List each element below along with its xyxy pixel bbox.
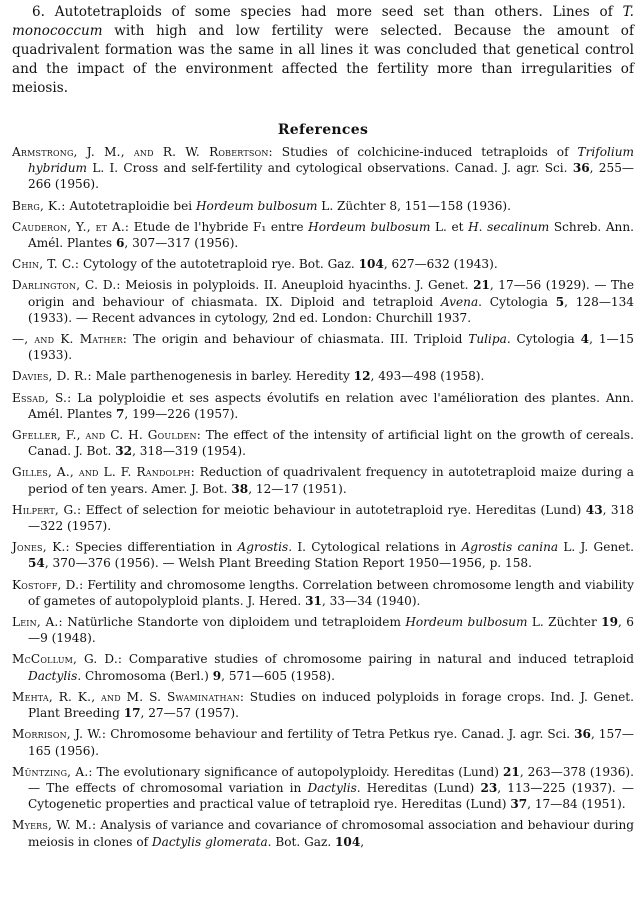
text-segment: L. Züchter 8, 151—158 (1936). [317, 198, 511, 213]
italic-text: Agrostis canina [461, 540, 559, 555]
volume-number: 38 [231, 481, 249, 496]
intro-paragraph [12, 3, 634, 98]
text-segment: L. et [430, 219, 469, 234]
reference-entry [12, 817, 634, 849]
text-segment: , 627—632 (1943). [383, 257, 498, 272]
reference-entry [12, 651, 634, 683]
volume-number: 104 [335, 834, 361, 849]
reference-entry [12, 726, 634, 758]
reference-author: Myers, W. M.: [12, 818, 97, 833]
volume-number: 12 [353, 369, 371, 384]
italic-text: H. secalinum [468, 219, 550, 234]
reference-entry [12, 256, 634, 272]
reference-entry [12, 277, 634, 326]
volume-number: 7 [116, 406, 125, 421]
text-segment: . Bot. Gaz. [267, 834, 336, 849]
text-segment: Studies of colchicine-induced tetraploids of [272, 145, 578, 159]
italic-text: Trifolium hybridum [28, 145, 635, 176]
text-segment: Comparative studies of chromosome pairing in natural and induced tetraploid [122, 652, 634, 667]
text-segment: . Cytologia [506, 332, 581, 347]
text-segment: La polyploidie et ses aspects évolutifs en relation avec l'amélioration des plantes. Ann. Amél. Plantes [28, 390, 635, 421]
text-segment: Autotetraploidie bei [65, 198, 196, 213]
reference-author: Morrison, J. W.: [12, 727, 107, 742]
text-segment: . Hereditas (Lund) [356, 780, 481, 795]
volume-number: 104 [358, 257, 384, 272]
volume-number: 17 [123, 706, 141, 721]
reference-author: Berg, K.: [12, 198, 66, 213]
text-segment: L. I. Cross and self-fertility and cytological observations. Canad. J. agr. Sci. [87, 161, 573, 176]
text-segment: , 128—134 (1933). — Recent advances in cytology, 2nd ed. London: Churchill 1937. [28, 294, 635, 325]
volume-number: 54 [28, 556, 45, 571]
text-segment: , 571—605 (1958). [221, 668, 335, 683]
italic-text: Avena [440, 294, 479, 309]
volume-number: 32 [115, 444, 133, 459]
text-segment: , 12—17 (1951). [248, 481, 347, 496]
text-segment: Etude de l'hybride F₁ entre [129, 219, 309, 234]
reference-entry [12, 464, 634, 496]
text-segment: , 17—56 (1929). — The origin and behaviour of chiasmata. IX. Diploid and tetraploid [28, 278, 634, 309]
volume-number: 6 [116, 236, 125, 251]
text-segment: Chromosome behaviour and fertility of Tetra Petkus rye. Canad. J. agr. Sci. [106, 727, 575, 742]
text-segment: , [360, 834, 365, 849]
intro-number: 6. [32, 4, 45, 20]
reference-entry [12, 689, 634, 721]
reference-author: McCollum, G. D.: [12, 652, 123, 667]
reference-author: Davies, D. R.: [12, 369, 92, 384]
reference-author: Essad, S.: [12, 390, 72, 405]
volume-number: 21 [502, 764, 520, 779]
text-segment: Effect of selection for meiotic behaviour in autotetraploid rye. Hereditas (Lund) [81, 502, 586, 517]
text-segment: Reduction of quadrivalent frequency in autotetraploid maize during a period of ten years. Amer. J. Bot. [28, 465, 634, 496]
page [0, 3, 640, 903]
text-segment: Schreb. Ann. Amél. Plantes [28, 219, 634, 251]
text-segment: Male parthenogenesis in barley. Heredity [91, 369, 354, 384]
text-segment: , 6—9 (1948). [28, 615, 634, 646]
text-segment: with high and low fertility were selected. Because the amount of quadrivalent formation was the same in all lines it was concluded that genetical control and the impact of the environment affected the fertility more than irregularities of meiosis. [12, 23, 634, 96]
reference-entry [12, 331, 634, 363]
reference-author: Jones, K.: [12, 540, 70, 555]
text-segment: , 493—498 (1958). [370, 369, 485, 384]
text-segment: . Cytologia [478, 294, 556, 309]
reference-author: Armstrong, J. M., and R. W. Robertson: [12, 145, 273, 159]
text-segment: Studies on induced polyploids in forage crops. Ind. J. Genet. Plant Breeding [28, 689, 634, 721]
volume-number: 31 [305, 593, 322, 608]
reference-author: Kostoff, D.: [12, 577, 84, 592]
text-segment: , 33—34 (1940). [321, 593, 421, 608]
italic-text: Dactylis glomerata [151, 834, 268, 849]
volume-number: 37 [510, 797, 528, 812]
reference-author: Gfeller, F., and C. H. Goulden: [12, 428, 202, 443]
reference-entry [12, 614, 634, 646]
reference-entry [12, 577, 634, 609]
reference-author: Gilles, A., and L. F. Randolph: [12, 465, 195, 480]
text-segment: Cytology of the autotetraploid rye. Bot. Gaz. [79, 257, 359, 272]
text-segment: , 370—376 (1956). — Welsh Plant Breeding Station Report 1950—1956, p. 158. [44, 556, 532, 571]
reference-author: Chin, T. C.: [12, 257, 80, 272]
text-segment: Meiosis in polyploids. II. Aneuploid hyacinths. J. Genet. [120, 278, 474, 293]
italic-text: Hordeum bulbosum [405, 615, 528, 630]
text-segment: The origin and behaviour of chiasmata. III. Triploid [127, 332, 469, 347]
volume-number: 23 [480, 780, 498, 795]
reference-entry [12, 198, 634, 214]
reference-entry [12, 764, 634, 813]
intro-text [12, 4, 634, 96]
text-segment: , 113—225 (1937). — Cytogenetic properties and practical value of tetraploid rye. Hereditas (Lund) [28, 780, 635, 812]
volume-number: 5 [555, 294, 565, 309]
italic-text: Tulipa [468, 332, 507, 347]
text-segment: , 27—57 (1957). [140, 706, 239, 721]
volume-number: 4 [580, 332, 590, 347]
text-segment: , 199—226 (1957). [124, 406, 239, 421]
text-segment: Natürliche Standorte von diploidem und tetraploidem [62, 615, 406, 630]
reference-entry [12, 219, 634, 251]
text-segment: , 263—378 (1936). — The effects of chromosomal variation in [28, 764, 634, 795]
italic-text: Hordeum bulbosum [308, 219, 431, 234]
text-segment: , 1—15 (1933). [28, 332, 634, 363]
text-segment: Autotetraploids of some species had more seed set than others. Lines of [54, 4, 623, 20]
reference-entry [12, 539, 634, 571]
text-segment: , 318—319 (1954). [132, 444, 246, 459]
reference-author: Lein, A.: [12, 615, 63, 630]
volume-number: 43 [585, 502, 603, 517]
reference-entry [12, 427, 634, 459]
reference-entry [12, 390, 634, 422]
text-segment: . Chromosoma (Berl.) [77, 668, 213, 683]
text-segment: , 318—322 (1957). [28, 502, 635, 534]
text-segment: The evolutionary significance of autopolyploidy. Hereditas (Lund) [92, 764, 503, 779]
volume-number: 21 [473, 278, 490, 293]
text-segment: , 255—266 (1956). [28, 161, 634, 192]
volume-number: 36 [574, 727, 591, 742]
reference-entry [12, 502, 634, 534]
italic-text: Agrostis [237, 540, 289, 555]
reference-author: —, and K. Mather: [12, 332, 128, 347]
text-segment: , 17—84 (1951). [527, 797, 626, 812]
reference-list [12, 144, 634, 850]
volume-number: 36 [572, 161, 590, 176]
reference-author: Cauderon, Y., et A.: [12, 219, 130, 234]
italic-text: Dactylis [307, 780, 357, 795]
text-segment: , 307—317 (1956). [124, 236, 239, 251]
italic-text: Hordeum bulbosum [195, 198, 318, 213]
reference-entry [12, 144, 634, 193]
text-segment: , 157—165 (1956). [28, 727, 634, 758]
text-segment: The effect of the intensity of artificial light on the growth of cereals. Canad. J. Bot. [28, 428, 634, 459]
text-segment: Fertility and chromosome lengths. Correlation between chromosome length and viability of gametes of autopolyploid plants. J. Hered. [28, 577, 635, 608]
reference-author: Müntzing, A.: [12, 764, 93, 779]
text-segment: . I. Cytological relations in [288, 540, 462, 555]
reference-entry [12, 368, 634, 384]
text-segment: Analysis of variance and covariance of chromosomal association and behaviour during meiosis in clones of [28, 818, 634, 849]
reference-author: Hilpert, G.: [12, 502, 82, 517]
references-heading: References [277, 122, 369, 138]
reference-author: Mehta, R. K., and M. S. Swaminathan: [12, 689, 245, 704]
volume-number: 19 [601, 615, 618, 630]
text-segment: Species differentiation in [69, 540, 238, 555]
italic-text: Dactylis [28, 668, 78, 683]
text-segment: L. Züchter [527, 615, 602, 630]
volume-number: 9 [212, 668, 222, 683]
reference-author: Darlington, C. D.: [12, 278, 121, 293]
italic-text: T. monococcum [12, 4, 634, 39]
text-segment: L. J. Genet. [558, 540, 635, 555]
